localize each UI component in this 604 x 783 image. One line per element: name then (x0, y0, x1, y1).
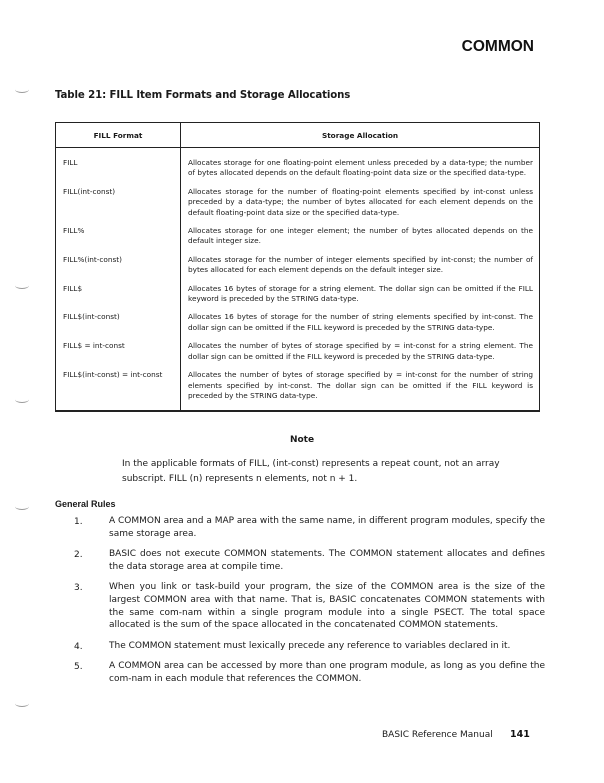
rule-number: 5. (74, 662, 83, 673)
allocation-cell: Allocates storage for one floating-point element unless preceded by a data-type; the number of bytes allocated depends on the default floating-point data size or the specified data-type. (188, 158, 533, 178)
table-row (56, 363, 540, 411)
format-cell: FILL%(int-const) (56, 248, 181, 277)
allocation-cell: Allocates the number of bytes of storage specified by = int-const for the number of string elements specified by int-const. The dollar sign can be omitted if the FILL keyword is preceded by the STRING data-type. (188, 370, 533, 400)
rule-number: 3. (74, 583, 83, 594)
fill-formats-table (55, 122, 540, 412)
format-cell: FILL(int-const) (56, 180, 181, 219)
rule-item (55, 660, 545, 685)
table-row (56, 334, 540, 363)
table-row (56, 219, 540, 248)
rule-item (55, 640, 545, 653)
binding-hole-mark (15, 396, 29, 403)
allocation-cell: Allocates storage for one integer element; the number of bytes allocated depends on the default integer size. (188, 226, 533, 246)
column-header-format: FILL Format (56, 123, 181, 148)
table-caption: Table 21: FILL Item Formats and Storage Allocations (55, 90, 351, 101)
format-cell: FILL (56, 148, 181, 180)
rule-item (55, 581, 545, 631)
rule-text: BASIC does not execute COMMON statements. The COMMON statement allocates and defines the data storage area at compile time. (109, 549, 545, 572)
column-header-allocation: Storage Allocation (181, 123, 540, 148)
binding-hole-mark (15, 86, 29, 93)
format-cell: FILL% (56, 219, 181, 248)
format-cell: FILL$ (56, 277, 181, 306)
format-cell: FILL$ = int-const (56, 334, 181, 363)
allocation-cell: Allocates 16 bytes of storage for a string element. The dollar sign can be omitted if the FILL keyword is preceded by the STRING data-type. (188, 283, 533, 304)
footer-manual-title: BASIC Reference Manual (382, 730, 493, 740)
table-row (56, 248, 540, 277)
rule-item (55, 548, 545, 573)
allocation-cell: Allocates the number of bytes of storage specified by = int-const for a string element. The dollar sign can be omitted if the FILL keyword is preceded by the STRING data-type. (188, 341, 533, 361)
rule-number: 2. (74, 550, 83, 561)
allocation-cell: Allocates storage for the number of integer elements specified by int-const; the number of bytes allocated for each element depends on the default integer size. (188, 254, 533, 275)
binding-hole-mark (15, 700, 29, 707)
rule-text: A COMMON area can be accessed by more than one program module, as long as you define the com-nam in each module that references the COMMON. (109, 661, 545, 684)
table-row (56, 148, 540, 180)
allocation-cell: Allocates storage for the number of floating-point elements specified by int-const unless preceded by a data-type; the number of bytes allocated for each element depends on the default floating-point data size or the specified data-type. (188, 186, 533, 217)
rule-number: 4. (74, 641, 83, 652)
rule-text: The COMMON statement must lexically precede any reference to variables declared in it. (109, 640, 511, 651)
note-body: In the applicable formats of FILL, (int-const) represents a repeat count, not an array subscript. FILL (n) represents n elements, not n + 1. (122, 459, 500, 484)
format-cell: FILL$(int-const) (56, 305, 181, 334)
rule-item (55, 515, 545, 540)
table-row (56, 180, 540, 219)
binding-hole-mark (15, 282, 29, 289)
general-rules-list (55, 515, 545, 694)
note-title: Note (289, 435, 315, 445)
footer-page-number: 141 (510, 729, 530, 740)
binding-hole-mark (15, 503, 29, 510)
allocation-cell: Allocates 16 bytes of storage for the number of string elements specified by int-const. The dollar sign can be omitted if the FILL keyword is preceded by the STRING data-type. (188, 312, 533, 332)
rule-text: When you link or task-build your program, the size of the COMMON area is the size of the largest COMMON area with that name. That is, BASIC concatenates COMMON statements with the same com-nam within a single program module into a single PSECT. The total space allocated is the sum of the space allocated in the concatenated COMMON statements. (109, 582, 545, 631)
table-header-row (56, 123, 540, 148)
rule-number: 1. (74, 517, 83, 527)
general-rules-heading: General Rules (55, 499, 116, 509)
section-title: COMMON (461, 38, 534, 55)
rule-text: A COMMON area and a MAP area with the same name, in different program modules, specify the same storage area. (109, 516, 545, 539)
table-row (56, 277, 540, 306)
format-cell: FILL$(int-const) = int-const (56, 363, 181, 411)
table-row (56, 305, 540, 334)
